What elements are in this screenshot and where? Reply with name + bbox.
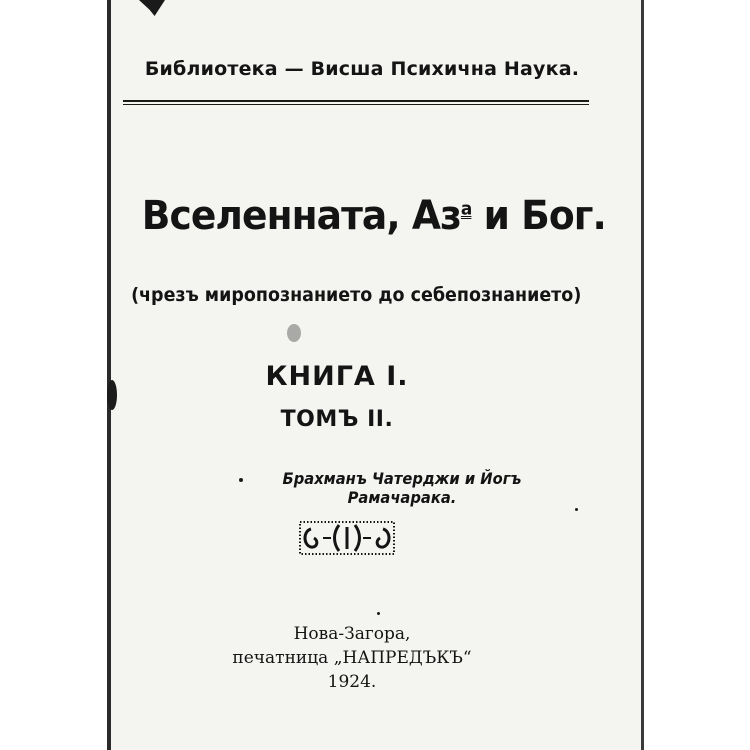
printing-house: печатница „НАПРЕДЪКЪ“ (232, 648, 472, 668)
title-part-2: и Бог. (471, 193, 606, 239)
book-number: КНИГА I. (265, 361, 409, 392)
authors-line: Брахманъ Чатерджи и Йогъ Рамачарака. (282, 469, 522, 507)
edge-blot (107, 380, 117, 410)
book-subtitle: (чрезъ миропознанието до себепознанието) (131, 284, 582, 306)
page-right-edge (641, 0, 644, 750)
header-rule-thin (123, 104, 589, 105)
paper-stain (287, 324, 301, 342)
header-rule-thick (123, 100, 589, 102)
ink-speck (575, 508, 578, 511)
title-part-1: Вселенната, Аз (141, 193, 461, 239)
book-title-page (107, 0, 644, 750)
publication-year: 1924. (327, 672, 377, 692)
ink-blot-top (139, 0, 165, 16)
ink-speck (239, 478, 243, 482)
publisher-city: Нова-Загора, (293, 624, 411, 644)
series-name: Библиотека — Висша Психична Наука. (144, 58, 580, 80)
title-superscript: а (460, 198, 472, 220)
ink-speck (377, 612, 380, 615)
book-title (121, 193, 626, 239)
ornament-icon (297, 519, 397, 557)
volume-number: ТОМЪ II. (280, 407, 394, 432)
